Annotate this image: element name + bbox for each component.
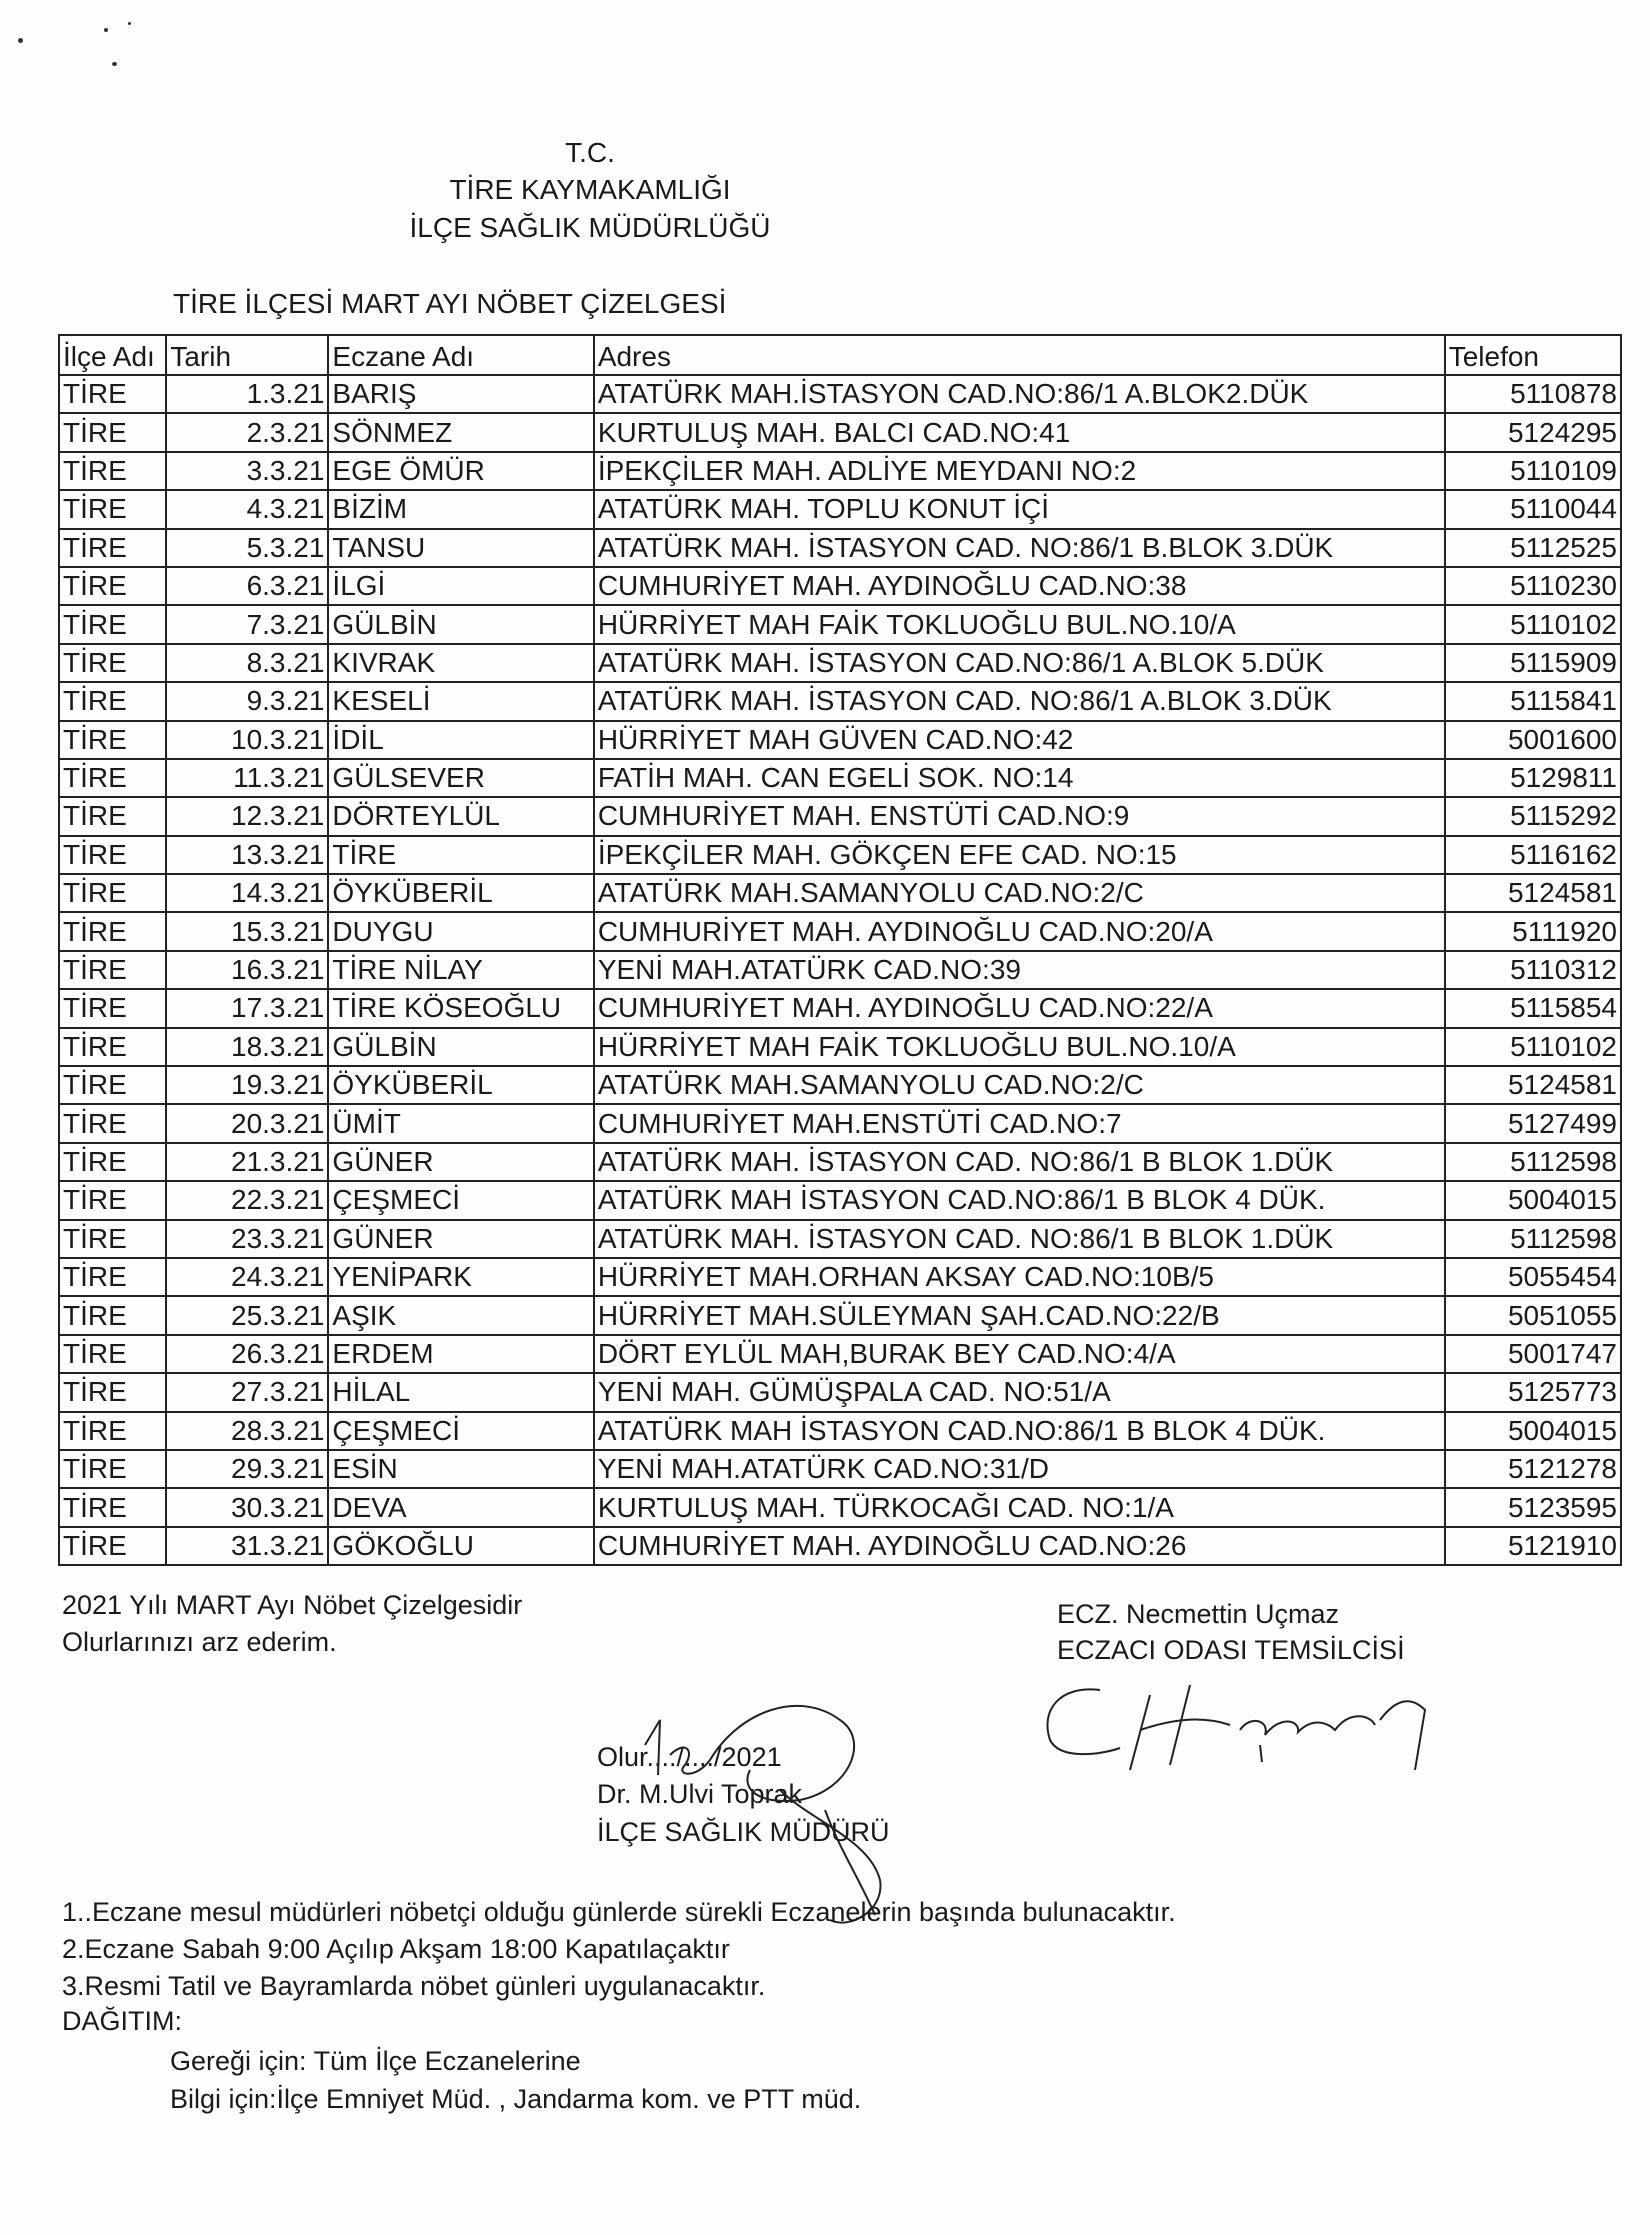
approver-name: Dr. M.Ulvi Toprak	[597, 1779, 803, 1809]
cell-adres: HÜRRİYET MAH FAİK TOKLUOĞLU BUL.NO.10/A	[594, 605, 1445, 643]
cell-tarih: 15.3.21	[166, 912, 328, 950]
pharmacist-signature	[1030, 1670, 1450, 1780]
cell-adres: CUMHURİYET MAH. ENSTÜTİ CAD.NO:9	[594, 797, 1445, 835]
table-row	[59, 529, 1621, 567]
cell-ilce: TİRE	[59, 721, 166, 759]
olur-date: Olur..../..../2021	[597, 1742, 782, 1772]
table-row	[59, 1220, 1621, 1258]
cell-telefon: 5121910	[1445, 1527, 1621, 1565]
cell-adres: ATATÜRK MAH.İSTASYON CAD.NO:86/1 A.BLOK2.DÜK	[594, 375, 1445, 413]
cell-tarih: 12.3.21	[166, 797, 328, 835]
cell-tarih: 17.3.21	[166, 989, 328, 1027]
cell-telefon: 5115909	[1445, 644, 1621, 682]
cell-ilce: TİRE	[59, 1527, 166, 1565]
table-row	[59, 1104, 1621, 1142]
table-row	[59, 951, 1621, 989]
cell-adres: ATATÜRK MAH İSTASYON CAD.NO:86/1 B BLOK 4 DÜK.	[594, 1412, 1445, 1450]
cell-telefon: 5125773	[1445, 1373, 1621, 1411]
cell-ilce: TİRE	[59, 1412, 166, 1450]
scan-speck	[112, 62, 117, 66]
table-row	[59, 836, 1621, 874]
cell-eczane: ÖYKÜBERİL	[328, 1066, 593, 1104]
cell-ilce: TİRE	[59, 1488, 166, 1526]
cell-ilce: TİRE	[59, 912, 166, 950]
cell-tarih: 8.3.21	[166, 644, 328, 682]
table-row	[59, 682, 1621, 720]
cell-ilce: TİRE	[59, 1066, 166, 1104]
cell-eczane: TİRE NİLAY	[328, 951, 593, 989]
cell-eczane: ÇEŞMECİ	[328, 1412, 593, 1450]
scan-speck	[18, 38, 23, 43]
table-row	[59, 1527, 1621, 1565]
header-kaymakamlik: TİRE KAYMAKAMLIĞI	[449, 174, 731, 205]
column-header-tarih: Tarih	[166, 335, 328, 375]
cell-ilce: TİRE	[59, 836, 166, 874]
cell-tarih: 2.3.21	[166, 413, 328, 451]
cell-ilce: TİRE	[59, 605, 166, 643]
cell-telefon: 5001747	[1445, 1335, 1621, 1373]
cell-telefon: 5110878	[1445, 375, 1621, 413]
cell-eczane: ÇEŞMECİ	[328, 1181, 593, 1219]
pharmacist-title: ECZACI ODASI TEMSİLCİSİ	[1057, 1635, 1405, 1665]
cell-telefon: 5110102	[1445, 605, 1621, 643]
cell-tarih: 20.3.21	[166, 1104, 328, 1142]
note-2: 2.Eczane Sabah 9:00 Açılıp Akşam 18:00 Kapatılaçaktır	[62, 1934, 730, 1964]
table-row	[59, 567, 1621, 605]
table-row	[59, 490, 1621, 528]
header-tc: T.C.	[565, 137, 615, 168]
cell-tarih: 21.3.21	[166, 1143, 328, 1181]
cell-eczane: BARIŞ	[328, 375, 593, 413]
cell-eczane: TİRE	[328, 836, 593, 874]
table-row	[59, 759, 1621, 797]
cell-adres: CUMHURİYET MAH. AYDINOĞLU CAD.NO:22/A	[594, 989, 1445, 1027]
cell-adres: YENİ MAH.ATATÜRK CAD.NO:39	[594, 951, 1445, 989]
column-header-ilce: İlçe Adı	[59, 335, 166, 375]
cell-adres: HÜRRİYET MAH FAİK TOKLUOĞLU BUL.NO.10/A	[594, 1028, 1445, 1066]
cell-tarih: 19.3.21	[166, 1066, 328, 1104]
cell-eczane: GÜLBİN	[328, 605, 593, 643]
cell-ilce: TİRE	[59, 1028, 166, 1066]
cell-adres: CUMHURİYET MAH.ENSTÜTİ CAD.NO:7	[594, 1104, 1445, 1142]
cell-telefon: 5055454	[1445, 1258, 1621, 1296]
cell-eczane: EGE ÖMÜR	[328, 452, 593, 490]
cell-adres: YENİ MAH. GÜMÜŞPALA CAD. NO:51/A	[594, 1373, 1445, 1411]
cell-ilce: TİRE	[59, 1104, 166, 1142]
pharmacist-name: ECZ. Necmettin Uçmaz	[1057, 1599, 1340, 1629]
cell-adres: ATATÜRK MAH. İSTASYON CAD. NO:86/1 A.BLOK 3.DÜK	[594, 682, 1445, 720]
cell-adres: CUMHURİYET MAH. AYDINOĞLU CAD.NO:20/A	[594, 912, 1445, 950]
cell-telefon: 5110312	[1445, 951, 1621, 989]
column-header-telefon: Telefon	[1445, 335, 1621, 375]
cell-ilce: TİRE	[59, 1143, 166, 1181]
distribution-info: Bilgi için:İlçe Emniyet Müd. , Jandarma kom. ve PTT müd.	[170, 2084, 862, 2114]
note-1: 1..Eczane mesul müdürleri nöbetçi olduğu günlerde sürekli Eczanelerin başında bulunacaktır.	[62, 1897, 1176, 1927]
cell-telefon: 5121278	[1445, 1450, 1621, 1488]
cell-ilce: TİRE	[59, 452, 166, 490]
table-title: TİRE İLÇESİ MART AYI NÖBET ÇİZELGESİ	[173, 288, 727, 319]
cell-ilce: TİRE	[59, 1373, 166, 1411]
cell-ilce: TİRE	[59, 413, 166, 451]
cell-tarih: 14.3.21	[166, 874, 328, 912]
cell-telefon: 5123595	[1445, 1488, 1621, 1526]
cell-eczane: KIVRAK	[328, 644, 593, 682]
cell-adres: FATİH MAH. CAN EGELİ SOK. NO:14	[594, 759, 1445, 797]
table-row	[59, 644, 1621, 682]
footer-submission-note: Olurlarınızı arz ederim.	[62, 1627, 337, 1657]
cell-adres: KURTULUŞ MAH. TÜRKOCAĞI CAD. NO:1/A	[594, 1488, 1445, 1526]
cell-telefon: 5115854	[1445, 989, 1621, 1027]
cell-tarih: 28.3.21	[166, 1412, 328, 1450]
cell-adres: HÜRRİYET MAH GÜVEN CAD.NO:42	[594, 721, 1445, 759]
table-row	[59, 413, 1621, 451]
cell-tarih: 13.3.21	[166, 836, 328, 874]
cell-telefon: 5112525	[1445, 529, 1621, 567]
cell-eczane: TİRE KÖSEOĞLU	[328, 989, 593, 1027]
cell-eczane: DEVA	[328, 1488, 593, 1526]
cell-tarih: 10.3.21	[166, 721, 328, 759]
table-row	[59, 1258, 1621, 1296]
cell-eczane: GÜLSEVER	[328, 759, 593, 797]
table-row	[59, 452, 1621, 490]
cell-tarih: 22.3.21	[166, 1181, 328, 1219]
cell-ilce: TİRE	[59, 797, 166, 835]
column-header-adres: Adres	[594, 335, 1445, 375]
cell-adres: HÜRRİYET MAH.ORHAN AKSAY CAD.NO:10B/5	[594, 1258, 1445, 1296]
cell-adres: KURTULUŞ MAH. BALCI CAD.NO:41	[594, 413, 1445, 451]
cell-tarih: 31.3.21	[166, 1527, 328, 1565]
cell-ilce: TİRE	[59, 951, 166, 989]
cell-tarih: 5.3.21	[166, 529, 328, 567]
cell-eczane: YENİPARK	[328, 1258, 593, 1296]
table-row	[59, 874, 1621, 912]
cell-eczane: BİZİM	[328, 490, 593, 528]
cell-telefon: 5115292	[1445, 797, 1621, 835]
cell-tarih: 11.3.21	[166, 759, 328, 797]
cell-tarih: 24.3.21	[166, 1258, 328, 1296]
cell-ilce: TİRE	[59, 644, 166, 682]
cell-telefon: 5110102	[1445, 1028, 1621, 1066]
cell-eczane: ÜMİT	[328, 1104, 593, 1142]
cell-telefon: 5110230	[1445, 567, 1621, 605]
cell-adres: ATATÜRK MAH. İSTASYON CAD. NO:86/1 B BLOK 1.DÜK	[594, 1143, 1445, 1181]
cell-tarih: 16.3.21	[166, 951, 328, 989]
cell-tarih: 26.3.21	[166, 1335, 328, 1373]
cell-adres: İPEKÇİLER MAH. GÖKÇEN EFE CAD. NO:15	[594, 836, 1445, 874]
cell-ilce: TİRE	[59, 1450, 166, 1488]
table-body	[59, 375, 1621, 1565]
cell-tarih: 7.3.21	[166, 605, 328, 643]
cell-eczane: GÖKOĞLU	[328, 1527, 593, 1565]
cell-adres: İPEKÇİLER MAH. ADLİYE MEYDANI NO:2	[594, 452, 1445, 490]
cell-telefon: 5112598	[1445, 1220, 1621, 1258]
cell-telefon: 5110109	[1445, 452, 1621, 490]
cell-adres: CUMHURİYET MAH. AYDINOĞLU CAD.NO:38	[594, 567, 1445, 605]
note-3: 3.Resmi Tatil ve Bayramlarda nöbet günleri uygulanacaktır.	[62, 1971, 766, 2001]
cell-tarih: 3.3.21	[166, 452, 328, 490]
cell-eczane: DUYGU	[328, 912, 593, 950]
cell-ilce: TİRE	[59, 874, 166, 912]
cell-telefon: 5001600	[1445, 721, 1621, 759]
scan-speck	[128, 22, 131, 25]
cell-eczane: DÖRTEYLÜL	[328, 797, 593, 835]
footer-schedule-note: 2021 Yılı MART Ayı Nöbet Çizelgesidir	[62, 1590, 523, 1620]
table-row	[59, 1450, 1621, 1488]
cell-eczane: AŞIK	[328, 1296, 593, 1334]
table-row	[59, 912, 1621, 950]
cell-ilce: TİRE	[59, 529, 166, 567]
table-row	[59, 1488, 1621, 1526]
cell-ilce: TİRE	[59, 490, 166, 528]
cell-adres: ATATÜRK MAH. İSTASYON CAD. NO:86/1 B BLOK 1.DÜK	[594, 1220, 1445, 1258]
cell-eczane: GÜNER	[328, 1220, 593, 1258]
cell-telefon: 5127499	[1445, 1104, 1621, 1142]
cell-adres: CUMHURİYET MAH. AYDINOĞLU CAD.NO:26	[594, 1527, 1445, 1565]
table-row	[59, 1335, 1621, 1373]
cell-eczane: ESİN	[328, 1450, 593, 1488]
cell-eczane: HİLAL	[328, 1373, 593, 1411]
table-row	[59, 375, 1621, 413]
cell-adres: ATATÜRK MAH İSTASYON CAD.NO:86/1 B BLOK 4 DÜK.	[594, 1181, 1445, 1219]
table-row	[59, 989, 1621, 1027]
cell-eczane: ÖYKÜBERİL	[328, 874, 593, 912]
cell-adres: DÖRT EYLÜL MAH,BURAK BEY CAD.NO:4/A	[594, 1335, 1445, 1373]
table-row	[59, 1181, 1621, 1219]
table-row	[59, 1373, 1621, 1411]
cell-telefon: 5129811	[1445, 759, 1621, 797]
cell-ilce: TİRE	[59, 1258, 166, 1296]
cell-tarih: 25.3.21	[166, 1296, 328, 1334]
cell-tarih: 6.3.21	[166, 567, 328, 605]
table-row	[59, 721, 1621, 759]
cell-tarih: 4.3.21	[166, 490, 328, 528]
header-mudurluk: İLÇE SAĞLIK MÜDÜRLÜĞÜ	[409, 212, 771, 243]
cell-tarih: 29.3.21	[166, 1450, 328, 1488]
cell-ilce: TİRE	[59, 759, 166, 797]
cell-ilce: TİRE	[59, 1335, 166, 1373]
cell-eczane: İLGİ	[328, 567, 593, 605]
approver-title: İLÇE SAĞLIK MÜDÜRÜ	[597, 1817, 890, 1847]
cell-tarih: 23.3.21	[166, 1220, 328, 1258]
cell-ilce: TİRE	[59, 1181, 166, 1219]
table-row	[59, 1066, 1621, 1104]
cell-eczane: KESELİ	[328, 682, 593, 720]
cell-ilce: TİRE	[59, 567, 166, 605]
table-header-row	[59, 335, 1621, 375]
cell-telefon: 5051055	[1445, 1296, 1621, 1334]
cell-adres: ATATÜRK MAH. TOPLU KONUT İÇİ	[594, 490, 1445, 528]
cell-adres: ATATÜRK MAH. İSTASYON CAD. NO:86/1 B.BLOK 3.DÜK	[594, 529, 1445, 567]
cell-eczane: İDİL	[328, 721, 593, 759]
cell-telefon: 5116162	[1445, 836, 1621, 874]
cell-telefon: 5124295	[1445, 413, 1621, 451]
table-row	[59, 1143, 1621, 1181]
cell-ilce: TİRE	[59, 989, 166, 1027]
table-row	[59, 1412, 1621, 1450]
table-row	[59, 1028, 1621, 1066]
cell-tarih: 27.3.21	[166, 1373, 328, 1411]
duty-schedule-table	[58, 334, 1622, 1566]
column-header-eczane: Eczane Adı	[328, 335, 593, 375]
cell-telefon: 5004015	[1445, 1412, 1621, 1450]
cell-telefon: 5111920	[1445, 912, 1621, 950]
cell-adres: ATATÜRK MAH.SAMANYOLU CAD.NO:2/C	[594, 1066, 1445, 1104]
cell-tarih: 1.3.21	[166, 375, 328, 413]
cell-eczane: TANSU	[328, 529, 593, 567]
distribution-label: DAĞITIM:	[62, 2006, 182, 2036]
table-row	[59, 797, 1621, 835]
cell-eczane: GÜNER	[328, 1143, 593, 1181]
cell-ilce: TİRE	[59, 1220, 166, 1258]
cell-telefon: 5110044	[1445, 490, 1621, 528]
cell-telefon: 5124581	[1445, 1066, 1621, 1104]
cell-tarih: 30.3.21	[166, 1488, 328, 1526]
distribution-action: Gereği için: Tüm İlçe Eczanelerine	[170, 2046, 581, 2076]
cell-ilce: TİRE	[59, 1296, 166, 1334]
cell-eczane: GÜLBİN	[328, 1028, 593, 1066]
cell-adres: HÜRRİYET MAH.SÜLEYMAN ŞAH.CAD.NO:22/B	[594, 1296, 1445, 1334]
cell-tarih: 9.3.21	[166, 682, 328, 720]
cell-adres: ATATÜRK MAH.SAMANYOLU CAD.NO:2/C	[594, 874, 1445, 912]
cell-telefon: 5112598	[1445, 1143, 1621, 1181]
cell-adres: YENİ MAH.ATATÜRK CAD.NO:31/D	[594, 1450, 1445, 1488]
table-row	[59, 1296, 1621, 1334]
cell-telefon: 5115841	[1445, 682, 1621, 720]
cell-eczane: ERDEM	[328, 1335, 593, 1373]
cell-tarih: 18.3.21	[166, 1028, 328, 1066]
scan-speck	[104, 28, 108, 32]
cell-ilce: TİRE	[59, 375, 166, 413]
table-row	[59, 605, 1621, 643]
cell-telefon: 5004015	[1445, 1181, 1621, 1219]
cell-adres: ATATÜRK MAH. İSTASYON CAD.NO:86/1 A.BLOK 5.DÜK	[594, 644, 1445, 682]
cell-telefon: 5124581	[1445, 874, 1621, 912]
cell-eczane: SÖNMEZ	[328, 413, 593, 451]
cell-ilce: TİRE	[59, 682, 166, 720]
